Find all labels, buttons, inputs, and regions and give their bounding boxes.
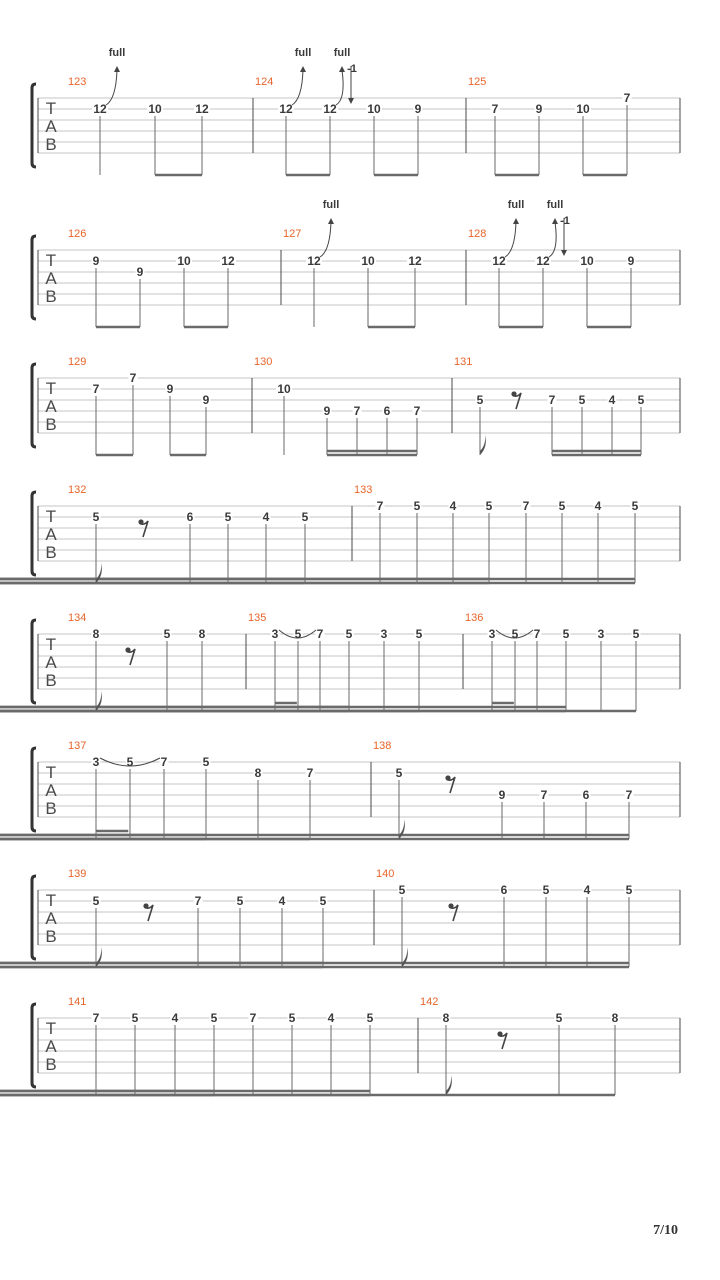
fret-number: 7	[353, 404, 361, 418]
tab-system	[32, 199, 680, 327]
fret-number: 7	[194, 894, 202, 908]
fret-number: 10	[576, 102, 590, 116]
fret-number: 7	[92, 1011, 100, 1025]
fret-number: 12	[536, 254, 550, 268]
tab-clef-letter: T	[45, 251, 57, 270]
tab-clef-letter: A	[45, 525, 57, 544]
fret-number: 5	[631, 499, 639, 513]
fret-number: 5	[202, 755, 210, 769]
fret-number: 8	[442, 1011, 450, 1025]
fret-number: 5	[415, 627, 423, 641]
system-bracket	[32, 84, 36, 167]
tab-system	[0, 996, 680, 1095]
fret-number: 10	[361, 254, 375, 268]
fret-number: 4	[449, 499, 457, 513]
system-bracket	[32, 1004, 36, 1087]
fret-number: 4	[262, 510, 270, 524]
measure-number: 124	[255, 76, 274, 88]
tab-clef-letter: B	[45, 543, 57, 562]
fret-number: 5	[345, 627, 353, 641]
bend-arrowhead	[328, 218, 334, 224]
measure-number: 137	[68, 740, 87, 752]
tab-system	[32, 356, 680, 455]
fret-number: 6	[582, 788, 590, 802]
page-number: 7/10	[653, 1223, 678, 1238]
fret-number: 4	[278, 894, 286, 908]
measure-number: 130	[254, 356, 273, 368]
tab-clef-letter: T	[45, 379, 57, 398]
fret-number: 6	[500, 883, 508, 897]
measure-number: 136	[465, 612, 484, 624]
fret-number: 9	[136, 265, 144, 279]
fret-number: 5	[131, 1011, 139, 1025]
fret-number: 5	[413, 499, 421, 513]
fret-number: 5	[366, 1011, 374, 1025]
fret-number: 5	[632, 627, 640, 641]
release-arrowhead	[348, 98, 354, 104]
tab-clef-letter: B	[45, 799, 57, 818]
tab-clef-letter: A	[45, 781, 57, 800]
bend-arrowhead	[513, 218, 519, 224]
fret-number: 9	[498, 788, 506, 802]
tab-clef-letter: T	[45, 507, 57, 526]
bend-label: full	[108, 47, 126, 59]
measure-number: 139	[68, 868, 87, 880]
tab-system	[0, 868, 680, 967]
bend-arrowhead	[300, 66, 306, 72]
system-bracket	[32, 876, 36, 959]
fret-number: 5	[236, 894, 244, 908]
fret-number: 4	[583, 883, 591, 897]
tab-system	[0, 740, 680, 839]
release-arrowhead	[561, 250, 567, 256]
fret-number: 7	[92, 382, 100, 396]
measure-number: 125	[468, 76, 487, 88]
fret-number: 7	[548, 393, 556, 407]
fret-number: 10	[148, 102, 162, 116]
fret-number: 7	[522, 499, 530, 513]
fret-number: 5	[578, 393, 586, 407]
bend-curve	[505, 222, 516, 257]
fret-number: 3	[92, 755, 100, 769]
tab-clef-letter: B	[45, 1055, 57, 1074]
tab-clef-letter: T	[45, 1019, 57, 1038]
release-label: -1	[560, 215, 570, 227]
bend-label: full	[546, 199, 564, 211]
measure-number: 138	[373, 740, 392, 752]
fret-number: 5	[398, 883, 406, 897]
fret-number: 9	[166, 382, 174, 396]
fret-number: 12	[279, 102, 293, 116]
measure-number: 132	[68, 484, 87, 496]
fret-number: 5	[558, 499, 566, 513]
tab-clef-letter: B	[45, 415, 57, 434]
bend-curve	[292, 70, 303, 105]
note-flag	[446, 1075, 452, 1095]
fret-number: 10	[367, 102, 381, 116]
measure-number: 141	[68, 996, 87, 1008]
eighth-rest-stroke	[128, 649, 135, 665]
fret-number: 4	[594, 499, 602, 513]
fret-number: 5	[511, 627, 519, 641]
bend-arrowhead	[114, 66, 120, 72]
fret-number: 5	[395, 766, 403, 780]
fret-number: 8	[611, 1011, 619, 1025]
fret-number: 7	[533, 627, 541, 641]
tab-clef-letter: A	[45, 117, 57, 136]
fret-number: 12	[195, 102, 209, 116]
tab-clef-letter: A	[45, 397, 57, 416]
fret-number: 3	[271, 627, 279, 641]
fret-number: 3	[488, 627, 496, 641]
measure-number: 128	[468, 228, 487, 240]
fret-number: 5	[126, 755, 134, 769]
fret-number: 5	[562, 627, 570, 641]
fret-number: 7	[491, 102, 499, 116]
fret-number: 7	[306, 766, 314, 780]
bend-arrowhead	[339, 66, 345, 72]
eighth-rest-stroke	[146, 905, 153, 921]
fret-number: 5	[92, 510, 100, 524]
measure-number: 142	[420, 996, 439, 1008]
measure-number: 135	[248, 612, 267, 624]
fret-number: 5	[210, 1011, 218, 1025]
fret-number: 6	[383, 404, 391, 418]
fret-number: 9	[202, 393, 210, 407]
fret-number: 4	[327, 1011, 335, 1025]
tab-clef-letter: A	[45, 269, 57, 288]
bend-curve	[320, 222, 331, 257]
tab-clef-letter: B	[45, 287, 57, 306]
tab-system	[32, 47, 680, 175]
bend-label: full	[507, 199, 525, 211]
fret-number: 10	[580, 254, 594, 268]
fret-number: 10	[277, 382, 291, 396]
system-bracket	[32, 748, 36, 831]
fret-number: 5	[301, 510, 309, 524]
tab-clef-letter: T	[45, 635, 57, 654]
fret-number: 5	[542, 883, 550, 897]
tab-clef-letter: A	[45, 1037, 57, 1056]
system-bracket	[32, 492, 36, 575]
fret-number: 9	[92, 254, 100, 268]
fret-number: 5	[555, 1011, 563, 1025]
bend-label: full	[322, 199, 340, 211]
tab-clef-letter: T	[45, 763, 57, 782]
fret-number: 5	[625, 883, 633, 897]
fret-number: 9	[627, 254, 635, 268]
fret-number: 5	[637, 393, 645, 407]
system-bracket	[32, 364, 36, 447]
tab-clef-letter: B	[45, 927, 57, 946]
bend-label: full	[333, 47, 351, 59]
fret-number: 5	[288, 1011, 296, 1025]
fret-number: 9	[535, 102, 543, 116]
fret-number: 3	[380, 627, 388, 641]
release-label: -1	[347, 63, 357, 75]
fret-number: 7	[540, 788, 548, 802]
measure-number: 126	[68, 228, 87, 240]
fret-number: 3	[597, 627, 605, 641]
fret-number: 7	[249, 1011, 257, 1025]
fret-number: 5	[224, 510, 232, 524]
bend-curve	[549, 222, 556, 257]
eighth-rest-stroke	[448, 777, 455, 793]
fret-number: 12	[492, 254, 506, 268]
tab-system	[0, 484, 680, 583]
measure-number: 131	[454, 356, 473, 368]
tab-clef-letter: A	[45, 653, 57, 672]
fret-number: 7	[316, 627, 324, 641]
bend-curve	[106, 70, 117, 105]
bend-arrowhead	[552, 218, 558, 224]
fret-number: 6	[186, 510, 194, 524]
fret-number: 12	[307, 254, 321, 268]
fret-number: 10	[177, 254, 191, 268]
system-bracket	[32, 236, 36, 319]
measure-number: 134	[68, 612, 87, 624]
fret-number: 5	[319, 894, 327, 908]
eighth-rest-stroke	[514, 393, 521, 409]
note-flag	[480, 435, 486, 455]
fret-number: 5	[485, 499, 493, 513]
fret-number: 9	[414, 102, 422, 116]
measure-number: 123	[68, 76, 87, 88]
measure-number: 127	[283, 228, 302, 240]
fret-number: 5	[92, 894, 100, 908]
fret-number: 8	[92, 627, 100, 641]
measure-number: 133	[354, 484, 373, 496]
fret-number: 4	[608, 393, 616, 407]
fret-number: 7	[623, 91, 631, 105]
system-bracket	[32, 620, 36, 703]
tab-clef-letter: B	[45, 135, 57, 154]
bend-curve	[336, 70, 343, 105]
fret-number: 12	[93, 102, 107, 116]
eighth-rest-stroke	[451, 905, 458, 921]
fret-number: 7	[625, 788, 633, 802]
eighth-rest-stroke	[141, 521, 148, 537]
fret-number: 7	[376, 499, 384, 513]
eighth-rest-stroke	[500, 1033, 507, 1049]
tab-clef-letter: T	[45, 99, 57, 118]
tab-system	[0, 612, 680, 711]
tab-clef-letter: A	[45, 909, 57, 928]
measure-number: 140	[376, 868, 395, 880]
measure-number: 129	[68, 356, 87, 368]
fret-number: 7	[160, 755, 168, 769]
fret-number: 12	[323, 102, 337, 116]
fret-number: 7	[129, 371, 137, 385]
fret-number: 5	[163, 627, 171, 641]
fret-number: 12	[221, 254, 235, 268]
tab-clef-letter: T	[45, 891, 57, 910]
fret-number: 8	[198, 627, 206, 641]
tab-clef-letter: B	[45, 671, 57, 690]
fret-number: 8	[254, 766, 262, 780]
bend-label: full	[294, 47, 312, 59]
fret-number: 4	[171, 1011, 179, 1025]
fret-number: 7	[413, 404, 421, 418]
fret-number: 9	[323, 404, 331, 418]
fret-number: 12	[408, 254, 422, 268]
fret-number: 5	[476, 393, 484, 407]
fret-number: 5	[294, 627, 302, 641]
